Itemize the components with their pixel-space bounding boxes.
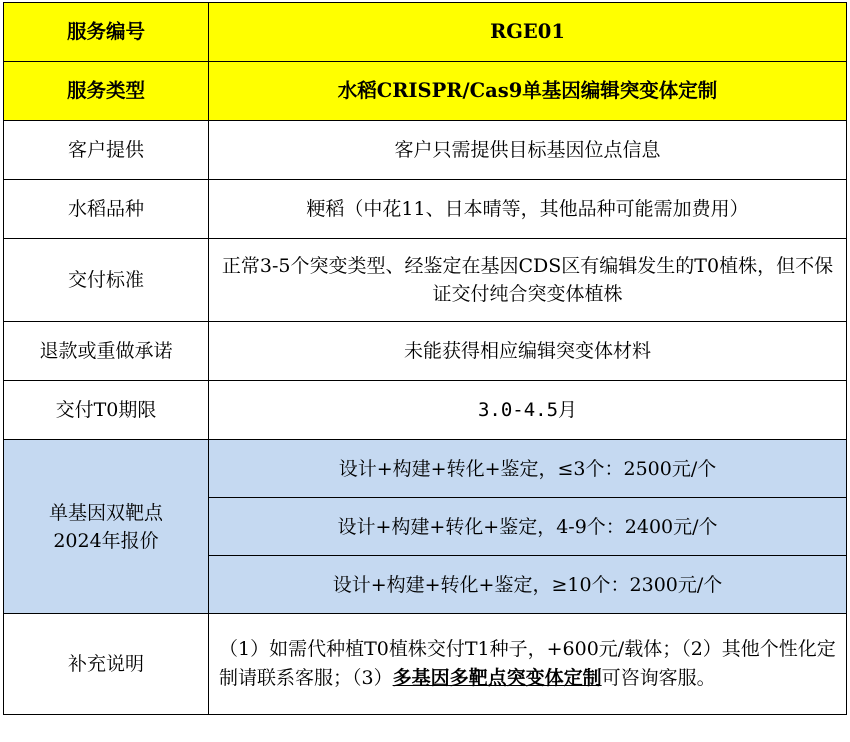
pricing-tier-1: 设计+构建+转化+鉴定，≤3个：2500元/个 — [209, 440, 847, 498]
notes-text: （1）如需代种植T0植株交付T1种子，+600元/载体；（2）其他个性化定制请联系客服；（3） — [219, 638, 836, 689]
delivery-standard-value: 正常3-5个突变类型、经鉴定在基因CDS区有编辑发生的T0植株，但不保证交付纯合突变体植株 — [209, 239, 847, 322]
delivery-standard-label: 交付标准 — [4, 239, 209, 322]
pricing-tier-3: 设计+构建+转化+鉴定，≥10个：2300元/个 — [209, 556, 847, 614]
notes-emphasis: 多基因多靶点突变体定制 — [392, 667, 602, 689]
row-service-type — [4, 62, 847, 121]
row-pricing-tier-1 — [4, 440, 847, 498]
row-delivery-standard — [4, 239, 847, 322]
row-rice-variety — [4, 180, 847, 239]
delivery-period-label: 交付T0期限 — [4, 381, 209, 440]
refund-label: 退款或重做承诺 — [4, 322, 209, 381]
pricing-tier-2: 设计+构建+转化+鉴定，4-9个：2400元/个 — [209, 498, 847, 556]
row-delivery-period — [4, 381, 847, 440]
service-no-label: 服务编号 — [4, 3, 209, 62]
row-refund — [4, 322, 847, 381]
pricing-label — [4, 440, 209, 614]
service-type-value: 水稻CRISPR/Cas9单基因编辑突变体定制 — [209, 62, 847, 121]
rice-variety-value: 粳稻（中花11、日本晴等，其他品种可能需加费用） — [209, 180, 847, 239]
row-service-no — [4, 3, 847, 62]
service-spec-sheet — [3, 2, 848, 742]
notes-value — [209, 614, 847, 715]
row-customer-provide — [4, 121, 847, 180]
delivery-period-value: 3.0-4.5月 — [209, 381, 847, 440]
row-notes — [4, 614, 847, 715]
refund-value: 未能获得相应编辑突变体材料 — [209, 322, 847, 381]
rice-variety-label: 水稻品种 — [4, 180, 209, 239]
notes-label: 补充说明 — [4, 614, 209, 715]
customer-provide-label: 客户提供 — [4, 121, 209, 180]
service-no-value: RGE01 — [209, 3, 847, 62]
service-type-label: 服务类型 — [4, 62, 209, 121]
service-spec-table — [3, 2, 847, 715]
pricing-label-line1: 单基因双靶点 — [48, 501, 163, 524]
notes-text-end: 可咨询客服。 — [601, 667, 716, 689]
customer-provide-value: 客户只需提供目标基因位点信息 — [209, 121, 847, 180]
pricing-label-line2: 2024年报价 — [53, 529, 159, 552]
